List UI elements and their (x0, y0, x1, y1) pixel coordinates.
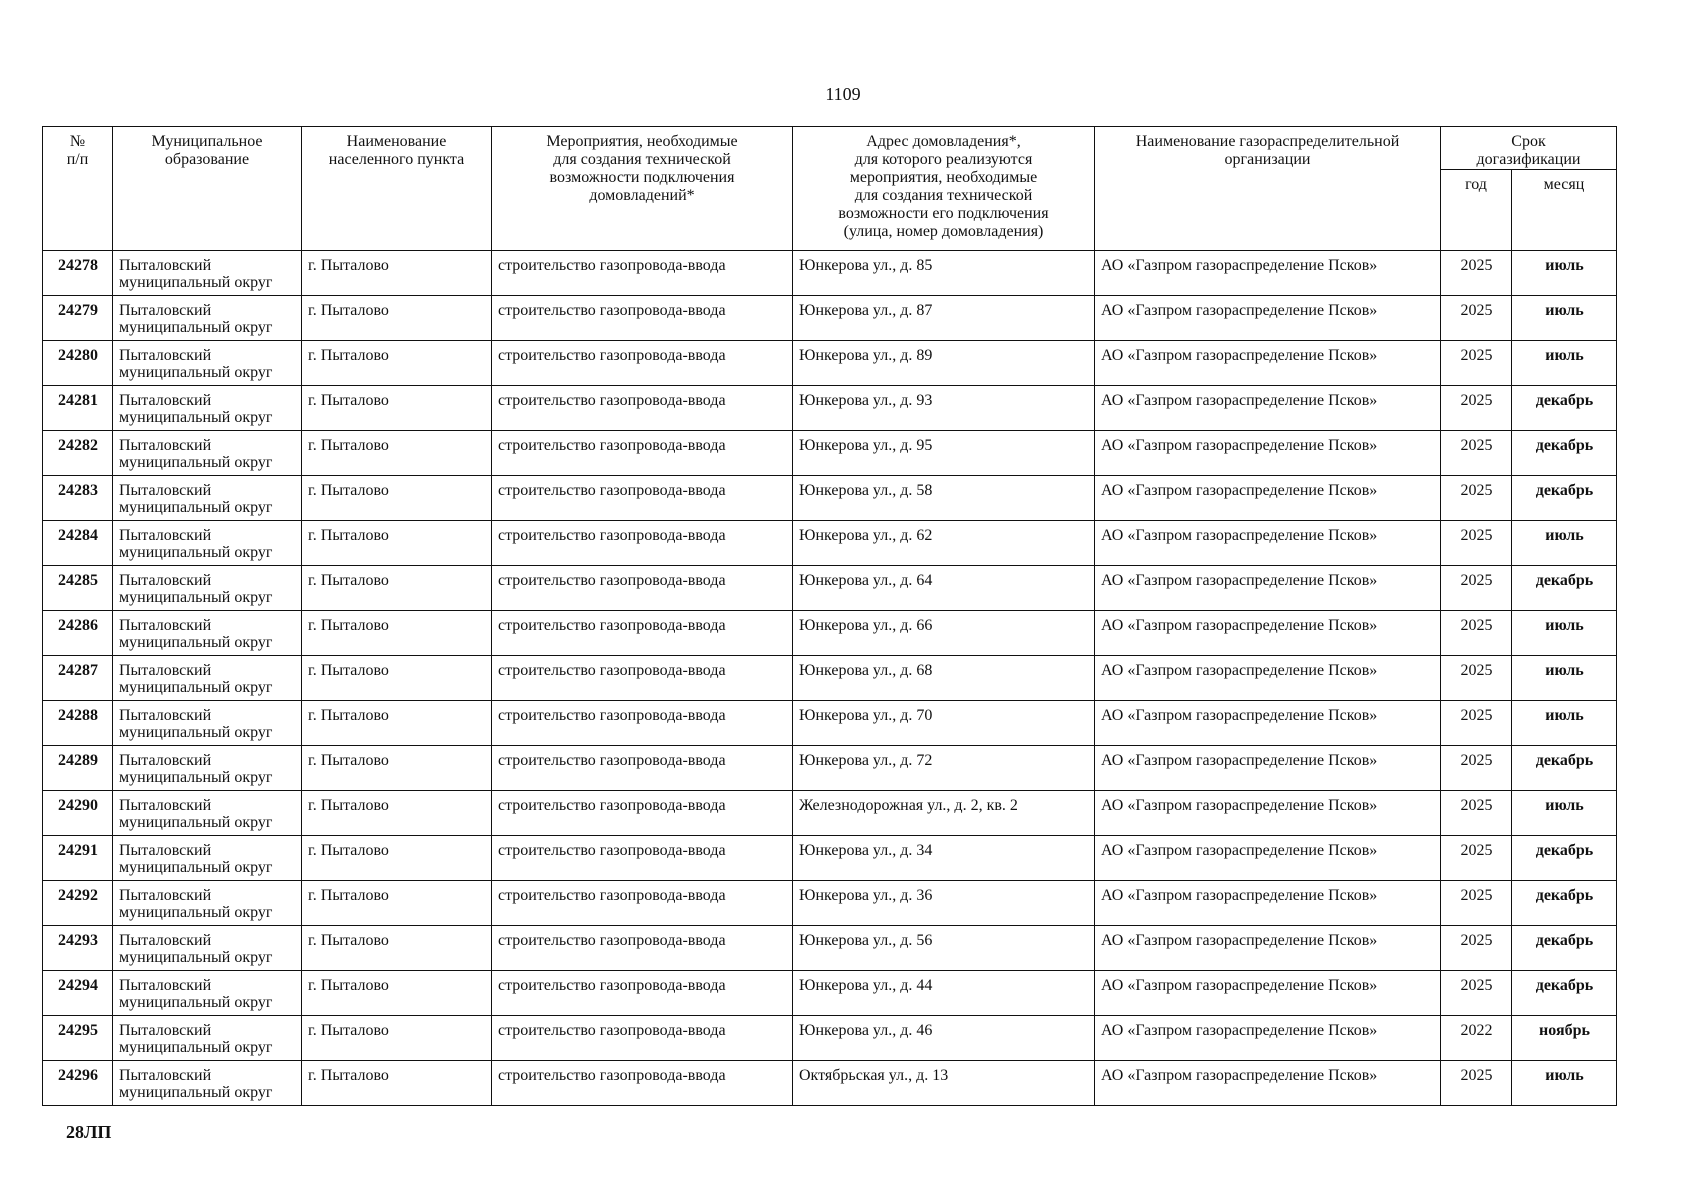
row-municipality (113, 566, 302, 611)
row-municipality-line-2: муниципальный округ (119, 994, 273, 1011)
row-settlement: г. Пыталово (302, 656, 492, 701)
row-address: Юнкерова ул., д. 34 (793, 836, 1095, 881)
row-number: 24281 (43, 386, 113, 431)
row-municipality-line-1: Пыталовский (119, 347, 212, 364)
row-measure: строительство газопровода-ввода (492, 251, 793, 296)
row-municipality-line-2: муниципальный округ (119, 499, 273, 516)
row-measure: строительство газопровода-ввода (492, 971, 793, 1016)
row-municipality-line-2: муниципальный округ (119, 319, 273, 336)
row-number: 24291 (43, 836, 113, 881)
header-settlement-text: Наименование населенного пункта (328, 133, 465, 168)
row-address: Юнкерова ул., д. 66 (793, 611, 1095, 656)
row-settlement: г. Пыталово (302, 836, 492, 881)
row-number: 24284 (43, 521, 113, 566)
row-municipality (113, 1061, 302, 1106)
row-settlement: г. Пыталово (302, 566, 492, 611)
row-month: декабрь (1512, 431, 1617, 476)
row-organization: АО «Газпром газораспределение Псков» (1095, 566, 1441, 611)
row-number: 24282 (43, 431, 113, 476)
row-month: июль (1512, 1061, 1617, 1106)
header-settlement (302, 127, 492, 251)
row-settlement: г. Пыталово (302, 476, 492, 521)
row-settlement: г. Пыталово (302, 926, 492, 971)
row-settlement: г. Пыталово (302, 791, 492, 836)
row-municipality-line-1: Пыталовский (119, 302, 212, 319)
row-number: 24283 (43, 476, 113, 521)
row-address: Юнкерова ул., д. 36 (793, 881, 1095, 926)
table-row (43, 746, 1617, 791)
row-number: 24289 (43, 746, 113, 791)
row-municipality (113, 881, 302, 926)
row-municipality-line-2: муниципальный округ (119, 454, 273, 471)
header-month: месяц (1512, 170, 1617, 251)
row-address: Юнкерова ул., д. 56 (793, 926, 1095, 971)
row-year: 2025 (1441, 971, 1512, 1016)
row-measure: строительство газопровода-ввода (492, 566, 793, 611)
row-municipality-line-1: Пыталовский (119, 752, 212, 769)
row-address: Юнкерова ул., д. 70 (793, 701, 1095, 746)
row-municipality-line-1: Пыталовский (119, 392, 212, 409)
row-organization: АО «Газпром газораспределение Псков» (1095, 656, 1441, 701)
row-settlement: г. Пыталово (302, 701, 492, 746)
row-municipality-line-2: муниципальный округ (119, 634, 273, 651)
row-organization: АО «Газпром газораспределение Псков» (1095, 521, 1441, 566)
header-municipality (113, 127, 302, 251)
row-municipality-line-2: муниципальный округ (119, 1039, 273, 1056)
row-municipality-line-1: Пыталовский (119, 797, 212, 814)
row-month: июль (1512, 611, 1617, 656)
row-year: 2025 (1441, 476, 1512, 521)
row-organization: АО «Газпром газораспределение Псков» (1095, 296, 1441, 341)
row-year: 2025 (1441, 251, 1512, 296)
row-year: 2025 (1441, 836, 1512, 881)
row-measure: строительство газопровода-ввода (492, 386, 793, 431)
header-term-text: Срок догазификации (1476, 133, 1581, 168)
row-municipality-line-1: Пыталовский (119, 257, 212, 274)
row-municipality-line-1: Пыталовский (119, 437, 212, 454)
row-number: 24288 (43, 701, 113, 746)
row-measure: строительство газопровода-ввода (492, 746, 793, 791)
table-row (43, 881, 1617, 926)
row-number: 24287 (43, 656, 113, 701)
row-municipality-line-1: Пыталовский (119, 572, 212, 589)
row-municipality-line-2: муниципальный округ (119, 1084, 273, 1101)
row-measure: строительство газопровода-ввода (492, 341, 793, 386)
row-municipality (113, 656, 302, 701)
row-settlement: г. Пыталово (302, 386, 492, 431)
row-measure: строительство газопровода-ввода (492, 836, 793, 881)
row-number: 24290 (43, 791, 113, 836)
row-address: Юнкерова ул., д. 87 (793, 296, 1095, 341)
table-row (43, 836, 1617, 881)
row-measure: строительство газопровода-ввода (492, 656, 793, 701)
row-address: Юнкерова ул., д. 89 (793, 341, 1095, 386)
row-settlement: г. Пыталово (302, 1016, 492, 1061)
table-row (43, 791, 1617, 836)
row-number: 24295 (43, 1016, 113, 1061)
row-settlement: г. Пыталово (302, 881, 492, 926)
row-year: 2022 (1441, 1016, 1512, 1061)
table-row (43, 701, 1617, 746)
row-measure: строительство газопровода-ввода (492, 476, 793, 521)
row-number: 24286 (43, 611, 113, 656)
row-municipality-line-1: Пыталовский (119, 977, 212, 994)
row-settlement: г. Пыталово (302, 296, 492, 341)
row-month: декабрь (1512, 926, 1617, 971)
header-term (1441, 127, 1617, 170)
row-municipality-line-1: Пыталовский (119, 1067, 212, 1084)
row-municipality-line-1: Пыталовский (119, 662, 212, 679)
row-organization: АО «Газпром газораспределение Псков» (1095, 701, 1441, 746)
row-municipality (113, 836, 302, 881)
table-row (43, 971, 1617, 1016)
row-number: 24292 (43, 881, 113, 926)
row-organization: АО «Газпром газораспределение Псков» (1095, 611, 1441, 656)
row-measure: строительство газопровода-ввода (492, 1061, 793, 1106)
row-municipality-line-2: муниципальный округ (119, 274, 273, 291)
row-month: декабрь (1512, 971, 1617, 1016)
row-year: 2025 (1441, 881, 1512, 926)
row-organization: АО «Газпром газораспределение Псков» (1095, 251, 1441, 296)
row-municipality-line-1: Пыталовский (119, 842, 212, 859)
row-municipality (113, 431, 302, 476)
table-row (43, 926, 1617, 971)
row-year: 2025 (1441, 431, 1512, 476)
row-organization: АО «Газпром газораспределение Псков» (1095, 926, 1441, 971)
row-month: декабрь (1512, 476, 1617, 521)
row-number: 24285 (43, 566, 113, 611)
row-settlement: г. Пыталово (302, 611, 492, 656)
row-municipality (113, 476, 302, 521)
row-year: 2025 (1441, 296, 1512, 341)
row-municipality-line-2: муниципальный округ (119, 769, 273, 786)
row-municipality (113, 521, 302, 566)
row-municipality (113, 791, 302, 836)
table-row (43, 656, 1617, 701)
row-municipality-line-2: муниципальный округ (119, 679, 273, 696)
table-row (43, 341, 1617, 386)
row-year: 2025 (1441, 566, 1512, 611)
row-measure: строительство газопровода-ввода (492, 521, 793, 566)
row-address: Юнкерова ул., д. 95 (793, 431, 1095, 476)
row-month: июль (1512, 521, 1617, 566)
header-organization-text: Наименование газораспределительной организации (1135, 133, 1400, 168)
table-header (43, 127, 1617, 251)
row-month: июль (1512, 251, 1617, 296)
row-address: Юнкерова ул., д. 62 (793, 521, 1095, 566)
header-num (43, 127, 113, 251)
row-year: 2025 (1441, 656, 1512, 701)
row-organization: АО «Газпром газораспределение Псков» (1095, 971, 1441, 1016)
row-organization: АО «Газпром газораспределение Псков» (1095, 431, 1441, 476)
row-municipality-line-1: Пыталовский (119, 482, 212, 499)
row-settlement: г. Пыталово (302, 251, 492, 296)
row-month: июль (1512, 341, 1617, 386)
row-settlement: г. Пыталово (302, 431, 492, 476)
row-municipality-line-2: муниципальный округ (119, 544, 273, 561)
row-month: июль (1512, 656, 1617, 701)
row-number: 24293 (43, 926, 113, 971)
row-address: Юнкерова ул., д. 72 (793, 746, 1095, 791)
row-municipality-line-2: муниципальный округ (119, 724, 273, 741)
row-address: Железнодорожная ул., д. 2, кв. 2 (793, 791, 1095, 836)
table-row (43, 251, 1617, 296)
row-year: 2025 (1441, 1061, 1512, 1106)
row-year: 2025 (1441, 521, 1512, 566)
row-municipality-line-2: муниципальный округ (119, 904, 273, 921)
header-municipality-text: Муниципальное образование (151, 133, 263, 168)
row-year: 2025 (1441, 746, 1512, 791)
table-body (43, 251, 1617, 1106)
row-address: Юнкерова ул., д. 44 (793, 971, 1095, 1016)
row-organization: АО «Газпром газораспределение Псков» (1095, 341, 1441, 386)
row-address: Октябрьская ул., д. 13 (793, 1061, 1095, 1106)
header-address (793, 127, 1095, 251)
row-measure: строительство газопровода-ввода (492, 701, 793, 746)
header-measures-text: Мероприятия, необходимые для создания технической возможности подключения домовладений* (546, 133, 738, 204)
row-municipality (113, 926, 302, 971)
table-row (43, 611, 1617, 656)
row-settlement: г. Пыталово (302, 341, 492, 386)
row-organization: АО «Газпром газораспределение Псков» (1095, 746, 1441, 791)
row-month: декабрь (1512, 881, 1617, 926)
row-municipality-line-2: муниципальный округ (119, 409, 273, 426)
row-municipality-line-1: Пыталовский (119, 707, 212, 724)
row-number: 24294 (43, 971, 113, 1016)
table-row (43, 476, 1617, 521)
row-municipality-line-1: Пыталовский (119, 887, 212, 904)
page-number: 1109 (825, 84, 861, 104)
row-year: 2025 (1441, 341, 1512, 386)
row-year: 2025 (1441, 611, 1512, 656)
row-year: 2025 (1441, 701, 1512, 746)
row-year: 2025 (1441, 926, 1512, 971)
row-year: 2025 (1441, 386, 1512, 431)
row-municipality-line-2: муниципальный округ (119, 814, 273, 831)
table-row (43, 1016, 1617, 1061)
row-measure: строительство газопровода-ввода (492, 296, 793, 341)
row-month: ноябрь (1512, 1016, 1617, 1061)
row-organization: АО «Газпром газораспределение Псков» (1095, 1061, 1441, 1106)
row-municipality (113, 341, 302, 386)
row-month: декабрь (1512, 566, 1617, 611)
row-municipality-line-2: муниципальный округ (119, 949, 273, 966)
row-measure: строительство газопровода-ввода (492, 431, 793, 476)
row-municipality-line-2: муниципальный округ (119, 589, 273, 606)
row-address: Юнкерова ул., д. 68 (793, 656, 1095, 701)
row-municipality (113, 611, 302, 656)
row-measure: строительство газопровода-ввода (492, 926, 793, 971)
row-municipality-line-1: Пыталовский (119, 932, 212, 949)
row-year: 2025 (1441, 791, 1512, 836)
row-month: июль (1512, 791, 1617, 836)
gasification-table (42, 126, 1617, 1106)
row-month: декабрь (1512, 746, 1617, 791)
header-year: год (1441, 170, 1512, 251)
row-settlement: г. Пыталово (302, 746, 492, 791)
row-address: Юнкерова ул., д. 46 (793, 1016, 1095, 1061)
table-row (43, 296, 1617, 341)
row-organization: АО «Газпром газораспределение Псков» (1095, 836, 1441, 881)
row-municipality (113, 971, 302, 1016)
row-municipality (113, 701, 302, 746)
row-number: 24279 (43, 296, 113, 341)
row-address: Юнкерова ул., д. 93 (793, 386, 1095, 431)
row-organization: АО «Газпром газораспределение Псков» (1095, 1016, 1441, 1061)
row-municipality (113, 251, 302, 296)
row-month: июль (1512, 296, 1617, 341)
header-measures (492, 127, 793, 251)
row-settlement: г. Пыталово (302, 521, 492, 566)
row-measure: строительство газопровода-ввода (492, 611, 793, 656)
header-num-text: № п/п (66, 133, 89, 168)
row-measure: строительство газопровода-ввода (492, 881, 793, 926)
table-row (43, 431, 1617, 476)
row-measure: строительство газопровода-ввода (492, 1016, 793, 1061)
sheet-code: 28ЛП (66, 1122, 112, 1142)
row-municipality (113, 1016, 302, 1061)
row-number: 24280 (43, 341, 113, 386)
row-municipality-line-1: Пыталовский (119, 527, 212, 544)
row-address: Юнкерова ул., д. 85 (793, 251, 1095, 296)
header-address-text: Адрес домовладения*, для которого реализуются мероприятия, необходимые для создания технической возможности его подключения (улица, номер домовладения) (838, 133, 1049, 240)
row-number: 24296 (43, 1061, 113, 1106)
row-month: декабрь (1512, 836, 1617, 881)
row-municipality-line-1: Пыталовский (119, 617, 212, 634)
row-municipality-line-2: муниципальный округ (119, 364, 273, 381)
row-month: июль (1512, 701, 1617, 746)
row-municipality-line-2: муниципальный округ (119, 859, 273, 876)
row-address: Юнкерова ул., д. 64 (793, 566, 1095, 611)
row-month: декабрь (1512, 386, 1617, 431)
row-municipality-line-1: Пыталовский (119, 1022, 212, 1039)
row-organization: АО «Газпром газораспределение Псков» (1095, 476, 1441, 521)
row-number: 24278 (43, 251, 113, 296)
table-row (43, 1061, 1617, 1106)
row-municipality (113, 746, 302, 791)
row-measure: строительство газопровода-ввода (492, 791, 793, 836)
row-organization: АО «Газпром газораспределение Псков» (1095, 881, 1441, 926)
row-organization: АО «Газпром газораспределение Псков» (1095, 791, 1441, 836)
row-settlement: г. Пыталово (302, 971, 492, 1016)
row-municipality (113, 296, 302, 341)
table-row (43, 566, 1617, 611)
table-row (43, 521, 1617, 566)
table-row (43, 386, 1617, 431)
row-municipality (113, 386, 302, 431)
row-address: Юнкерова ул., д. 58 (793, 476, 1095, 521)
row-organization: АО «Газпром газораспределение Псков» (1095, 386, 1441, 431)
row-settlement: г. Пыталово (302, 1061, 492, 1106)
header-organization (1095, 127, 1441, 251)
